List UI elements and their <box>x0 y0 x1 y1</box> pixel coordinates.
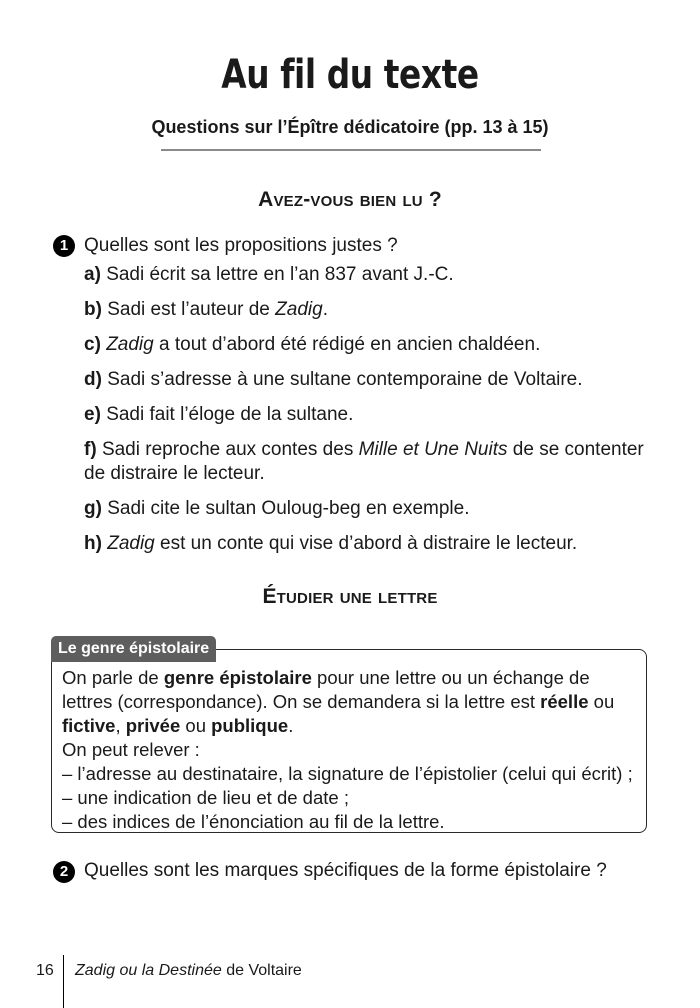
answer-text: Sadi écrit sa lettre en l’an 837 avant J.-C. <box>106 264 454 285</box>
page-title: Au fil du texte <box>221 52 479 98</box>
footer-page-number: 16 <box>36 962 54 979</box>
subtitle-rule <box>161 149 541 151</box>
answer-italic: Zadig <box>275 299 323 320</box>
answer-letter: g) <box>84 498 102 519</box>
info-box-line: On peut relever : <box>62 739 200 760</box>
question-2-text: Quelles sont les marques spécifiques de la forme épistolaire ? <box>84 860 607 881</box>
section-heading-avez-vous-bien-lu: Avez-vous bien lu ? <box>258 188 442 211</box>
question-1-number-badge: 1 <box>53 235 75 257</box>
bold-term: réelle <box>540 691 589 712</box>
page-subtitle: Questions sur l’Épître dédicatoire (pp. 13 à 15) <box>151 117 549 137</box>
footer-book-title-italic: Zadig ou la Destinée <box>75 962 222 979</box>
answer-c <box>84 333 650 357</box>
answer-text: Sadi est l’auteur de <box>107 299 276 320</box>
answer-text-end: est un conte qui vise d’abord à distraire le lecteur. <box>154 533 578 554</box>
answer-text: Sadi cite le sultan Ouloug-beg en exemple. <box>107 498 470 519</box>
answer-letter: f) <box>84 439 97 460</box>
question-1-text: Quelles sont les propositions justes ? <box>84 235 398 256</box>
bold-term: fictive <box>62 715 116 736</box>
section-heading-etudier-une-lettre: Étudier une lettre <box>262 585 438 608</box>
answer-g <box>84 497 650 521</box>
bold-term: publique <box>211 715 289 736</box>
footer-book-title <box>75 962 302 980</box>
answer-letter: c) <box>84 334 101 355</box>
answer-text-end: a tout d’abord été rédigé en ancien chaldéen. <box>153 334 541 355</box>
text: ou <box>588 691 615 712</box>
answers-list <box>84 263 650 567</box>
answer-letter: a) <box>84 264 101 285</box>
answer-italic: Mille et Une Nuits <box>358 439 508 460</box>
answer-letter: h) <box>84 533 102 554</box>
answer-text-end: de se contenter de distraire le lecteur. <box>84 439 644 484</box>
text: pour une lettre ou un échange de lettres (correspondance). On se demandera si la lettre est <box>62 667 590 712</box>
question-2-number-badge: 2 <box>53 861 75 883</box>
answer-a <box>84 263 650 287</box>
answer-f <box>84 438 650 486</box>
answer-e <box>84 403 650 427</box>
text: , <box>115 715 126 736</box>
info-box-line: – une indication de lieu et de date ; <box>62 787 349 808</box>
bold-term: privée <box>125 715 181 736</box>
text: . <box>288 715 294 736</box>
answer-d <box>84 368 650 392</box>
answer-letter: d) <box>84 369 102 390</box>
info-box-line: – des indices de l’énonciation au fil de la lettre. <box>62 811 445 832</box>
answer-h <box>84 532 650 556</box>
answer-text: Sadi s’adresse à une sultane contemporaine de Voltaire. <box>107 369 583 390</box>
footer-divider <box>63 955 64 1008</box>
answer-b <box>84 298 650 322</box>
info-box-line: – l’adresse au destinataire, la signature de l’épistolier (celui qui écrit) ; <box>62 763 633 784</box>
answer-text: Sadi reproche aux contes des <box>101 439 359 460</box>
answer-text-end: . <box>322 299 328 320</box>
info-box-tag: Le genre épistolaire <box>51 636 216 662</box>
info-box-paragraph <box>62 666 636 738</box>
answer-letter: b) <box>84 299 102 320</box>
text: On parle de <box>62 667 164 688</box>
footer-book-author: de Voltaire <box>221 962 302 979</box>
info-box-genre-epistolaire <box>51 649 647 833</box>
answer-letter: e) <box>84 404 101 425</box>
answer-italic: Zadig <box>107 533 155 554</box>
answer-text: Sadi fait l’éloge de la sultane. <box>106 404 354 425</box>
bold-term: genre épistolaire <box>163 667 312 688</box>
answer-italic: Zadig <box>106 334 154 355</box>
text: ou <box>180 715 212 736</box>
